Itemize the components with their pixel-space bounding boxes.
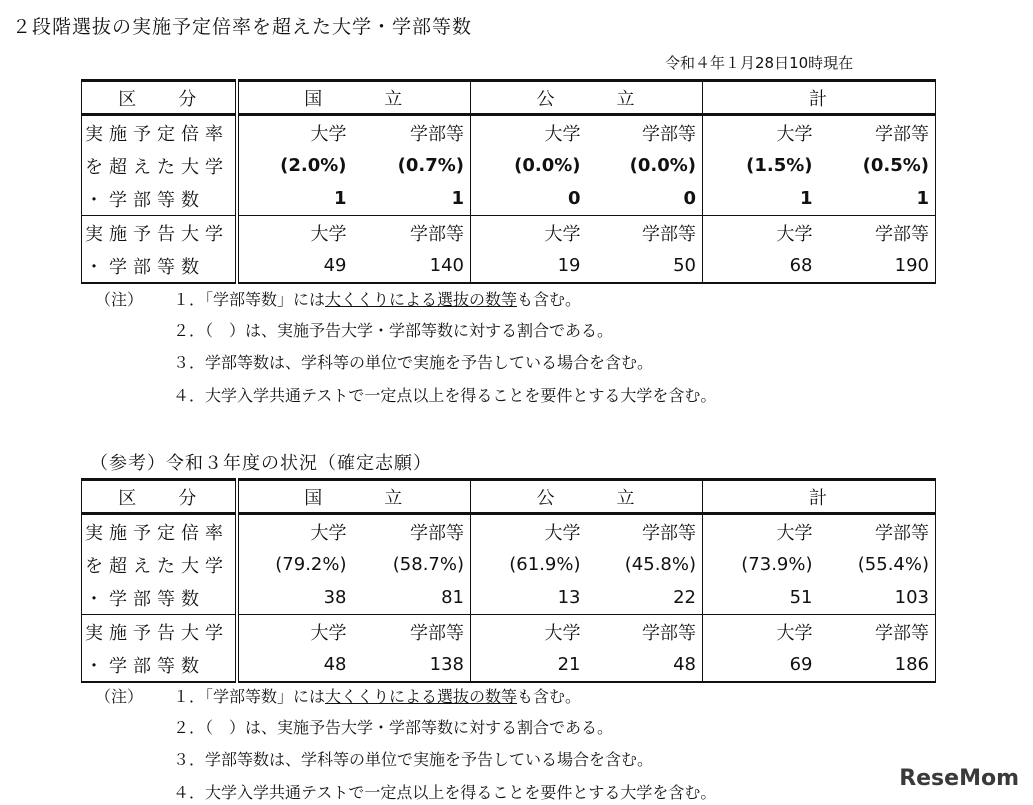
pct-cell: (0.0%) xyxy=(629,155,696,176)
note-4: ４．大学入学共通テストで一定点以上を得ることを要件とする大学を含む。 xyxy=(173,783,717,802)
count-cell: 0 xyxy=(683,188,696,209)
pct-cell: (55.4%) xyxy=(819,548,936,581)
row-label: 実施予告大学 xyxy=(82,615,237,649)
count-cell: 68 xyxy=(703,249,819,283)
row-label: 実施予告大学 xyxy=(82,216,237,250)
row-label: ・学部等数 xyxy=(82,581,237,615)
count-cell: 140 xyxy=(353,249,471,283)
header-kubun: 区 分 xyxy=(82,480,237,514)
reference-title: （参考）令和３年度の状況（確定志願） xyxy=(90,453,432,474)
note-1 xyxy=(173,684,581,707)
note-3: ３．学部等数は、学科等の単位で実施を予告している場合を含む。 xyxy=(173,750,654,769)
unit-cell: 大学 xyxy=(703,216,819,250)
unit-cell: 大学 xyxy=(471,115,587,150)
note-4: ４．大学入学共通テストで一定点以上を得ることを要件とする大学を含む。 xyxy=(173,386,717,405)
count-cell: 51 xyxy=(703,581,819,615)
header-public: 公 立 xyxy=(471,480,703,514)
count-cell: 19 xyxy=(471,249,587,283)
unit-cell: 学部等 xyxy=(410,522,464,544)
count-cell: 22 xyxy=(673,587,696,608)
count-cell: 49 xyxy=(237,249,353,283)
count-cell: 13 xyxy=(471,581,587,615)
note-1-suffix: も含む。 xyxy=(517,687,582,706)
unit-cell: 学部等 xyxy=(819,615,936,649)
note-1-suffix: も含む。 xyxy=(517,290,582,309)
unit-cell: 学部等 xyxy=(410,123,464,145)
unit-cell: 大学 xyxy=(471,514,587,549)
pct-cell: (58.7%) xyxy=(392,554,464,575)
row-label: ・学部等数 xyxy=(82,648,237,682)
pct-cell: (45.8%) xyxy=(624,554,696,575)
unit-cell: 大学 xyxy=(237,216,353,250)
unit-cell: 大学 xyxy=(703,514,819,549)
header-public: 公 立 xyxy=(471,81,703,115)
pct-cell: (61.9%) xyxy=(471,548,587,581)
table-2021 xyxy=(81,478,936,683)
unit-cell: 大学 xyxy=(237,615,353,649)
row-label: を超えた大学 xyxy=(82,149,237,182)
pct-cell: (79.2%) xyxy=(237,548,353,581)
pct-cell: (0.7%) xyxy=(397,155,464,176)
note-1-underlined: 大くくりによる選抜の数等 xyxy=(325,687,518,706)
table-2022 xyxy=(81,79,936,284)
row-label: ・学部等数 xyxy=(82,249,237,283)
count-cell: 1 xyxy=(237,182,353,216)
unit-cell: 学部等 xyxy=(642,522,696,544)
unit-cell: 大学 xyxy=(471,615,587,649)
row-label: を超えた大学 xyxy=(82,548,237,581)
pct-cell: (2.0%) xyxy=(237,149,353,182)
note-1 xyxy=(173,287,581,310)
unit-cell: 学部等 xyxy=(353,615,471,649)
note-label: （注） xyxy=(95,290,144,309)
count-cell: 190 xyxy=(819,249,936,283)
unit-cell: 大学 xyxy=(471,216,587,250)
count-cell: 138 xyxy=(353,648,471,682)
unit-cell: 大学 xyxy=(237,514,353,549)
count-cell: 0 xyxy=(471,182,587,216)
unit-cell: 学部等 xyxy=(587,216,703,250)
unit-cell: 学部等 xyxy=(819,115,936,150)
note-1-text: １．「学部等数」には xyxy=(173,687,326,706)
header-kubun: 区 分 xyxy=(82,81,237,115)
count-cell: 81 xyxy=(441,587,464,608)
header-total: 計 xyxy=(703,81,936,115)
resemom-watermark: ReseMom xyxy=(899,766,1019,791)
unit-cell: 大学 xyxy=(237,115,353,150)
count-cell: 38 xyxy=(237,581,353,615)
count-cell: 1 xyxy=(451,188,464,209)
page-title: ２段階選抜の実施予定倍率を超えた大学・学部等数 xyxy=(12,16,473,38)
unit-cell: 学部等 xyxy=(642,123,696,145)
pct-cell: (0.5%) xyxy=(819,149,936,182)
count-cell: 50 xyxy=(587,249,703,283)
pct-cell: (1.5%) xyxy=(703,149,819,182)
note-3: ３．学部等数は、学科等の単位で実施を予告している場合を含む。 xyxy=(173,353,654,372)
note-2: ２．（ ）は、実施予告大学・学部等数に対する割合である。 xyxy=(173,321,614,340)
as-of-date: 令和４年１月28日10時現在 xyxy=(665,54,854,72)
count-cell: 1 xyxy=(703,182,819,216)
row-label: 実施予定倍率 xyxy=(82,115,237,150)
note-label: （注） xyxy=(95,687,144,706)
unit-cell: 学部等 xyxy=(819,514,936,549)
header-total: 計 xyxy=(703,480,936,514)
count-cell: 69 xyxy=(703,648,819,682)
unit-cell: 学部等 xyxy=(587,615,703,649)
note-1-underlined: 大くくりによる選抜の数等 xyxy=(325,290,518,309)
row-label: ・学部等数 xyxy=(82,182,237,216)
unit-cell: 学部等 xyxy=(819,216,936,250)
count-cell: 48 xyxy=(587,648,703,682)
unit-cell: 学部等 xyxy=(353,216,471,250)
header-national: 国 立 xyxy=(237,81,471,115)
unit-cell: 大学 xyxy=(703,115,819,150)
count-cell: 186 xyxy=(819,648,936,682)
count-cell: 21 xyxy=(471,648,587,682)
pct-cell: (73.9%) xyxy=(703,548,819,581)
row-label: 実施予定倍率 xyxy=(82,514,237,549)
count-cell: 103 xyxy=(819,581,936,615)
count-cell: 48 xyxy=(237,648,353,682)
header-national: 国 立 xyxy=(237,480,471,514)
note-2: ２．（ ）は、実施予告大学・学部等数に対する割合である。 xyxy=(173,718,614,737)
count-cell: 1 xyxy=(819,182,936,216)
note-1-text: １．「学部等数」には xyxy=(173,290,326,309)
unit-cell: 大学 xyxy=(703,615,819,649)
pct-cell: (0.0%) xyxy=(471,149,587,182)
